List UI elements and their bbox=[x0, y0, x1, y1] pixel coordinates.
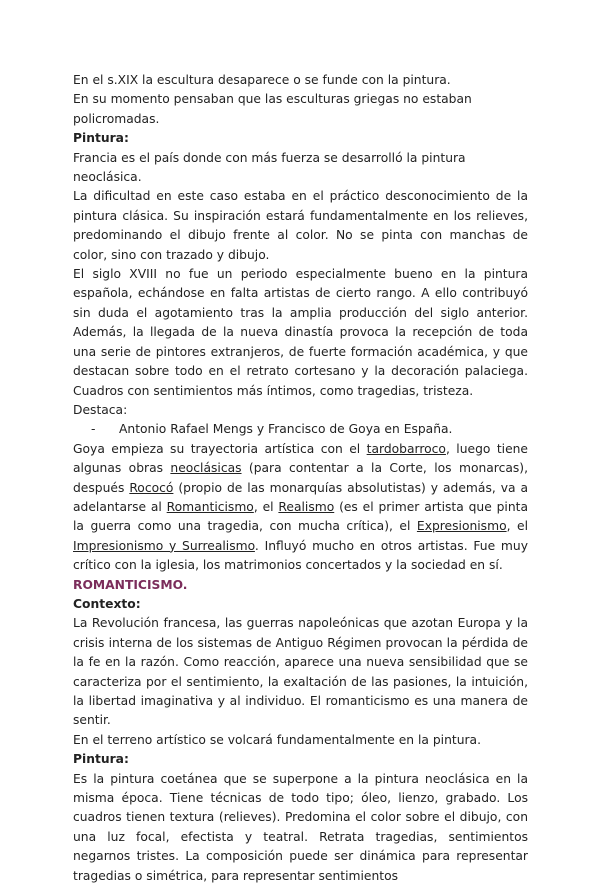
paragraph: Francia es el país donde con más fuerza se desarrolló la pintura neoclásica. bbox=[73, 150, 466, 185]
paragraph: El siglo XVIII no fue un periodo especialmente bueno en la pintura española, echándose en falta artistas de cierto rango. A ello contribuyó sin duda el agotamiento tras la amplia producción del siglo anterior. Además, la llegada de la nueva dinastía provoca la recepción de toda una serie de pintores extranjeros, de fuerte formación académica, y que destacan sobre todo en el retrato cortesano y la decoración palaciega. Cuadros con sentimientos más íntimos, como tragedias, tristeza. bbox=[73, 267, 528, 398]
link-expresionismo[interactable]: Expresionismo bbox=[416, 519, 507, 534]
section-heading-pintura: Pintura: bbox=[73, 131, 129, 146]
text-span: Goya empieza su trayectoria artística con el bbox=[73, 441, 367, 456]
text-span: (para contentar a la Corte, los monarcas), después bbox=[73, 461, 528, 495]
document-page bbox=[73, 71, 528, 886]
link-realismo[interactable]: Realismo bbox=[278, 499, 335, 514]
section-title-romanticismo: ROMANTICISMO. bbox=[73, 577, 188, 592]
text-span: , luego tiene algunas obras bbox=[73, 441, 528, 476]
link-romanticismo[interactable]: Romanticismo bbox=[166, 499, 254, 514]
link-neoclasicas[interactable]: neoclásicas bbox=[170, 461, 242, 476]
paragraph: En su momento pensaban que las esculturas griegas no estaban policromadas. bbox=[73, 92, 472, 126]
link-rococo[interactable]: Rococó bbox=[129, 480, 174, 495]
text-span: (propio de las monarquías absolutistas) y además, va a adelantarse al bbox=[73, 480, 529, 514]
section-heading-pintura: Pintura: bbox=[73, 752, 129, 767]
list-item bbox=[73, 420, 528, 439]
link-impresionismo-surrealismo[interactable]: Impresionismo y Surrealismo bbox=[73, 538, 255, 553]
paragraph: En el s.XIX la escultura desaparece o se funde con la pintura. bbox=[73, 73, 451, 87]
destaca-label: Destaca: bbox=[73, 402, 128, 417]
text-span: , el bbox=[506, 519, 528, 534]
text-span: . Influyó mucho en otros artistas. Fue muy crítico con la iglesia, los matrimonios concertados y la sociedad en sí. bbox=[73, 538, 528, 573]
paragraph: La Revolución francesa, las guerras napoleónicas que azotan Europa y la crisis interna de los sistemas de Antiguo Régimen provocan la pérdida de la fe en la razón. Como reacción, aparece una nueva sensibilidad que se caracteriza por el sentimiento, la exaltación de las pasiones, la intuición, la libertad imaginativa y al individuo. El romanticismo es una manera de sentir. bbox=[73, 616, 528, 728]
goya-paragraph bbox=[73, 440, 528, 576]
list-item-text: Antonio Rafael Mengs y Francisco de Goya en España. bbox=[119, 422, 453, 437]
paragraph: Es la pintura coetánea que se superpone a la pintura neoclásica en la misma época. Tiene técnicas de todo tipo; óleo, lienzo, grabado. Los cuadros tienen textura (relieves). Predomina el color sobre el dibujo, con una luz focal, efectista y teatral. Retrata tragedias, sentimientos negarnos tristes. La composición puede ser dinámica para representar tragedias o simétrica, para representar sentimientos bbox=[73, 771, 528, 883]
text-span: (es el primer artista que pinta la guerra como una tragedia, con mucha crítica), el bbox=[73, 499, 528, 534]
list-bullet: - bbox=[91, 422, 96, 437]
section-heading-contexto: Contexto: bbox=[73, 596, 141, 611]
paragraph: La dificultad en este caso estaba en el práctico desconocimiento de la pintura clásica. Su inspiración estará fundamentalmente en los relieves, predominando el dibujo frente al color. No se pinta con manchas de color, sino con trazado y dibujo. bbox=[73, 189, 528, 262]
paragraph: En el terreno artístico se volcará fundamentalmente en la pintura. bbox=[73, 732, 481, 747]
text-span: , el bbox=[253, 499, 279, 514]
link-tardobarroco[interactable]: tardobarroco bbox=[366, 441, 446, 456]
